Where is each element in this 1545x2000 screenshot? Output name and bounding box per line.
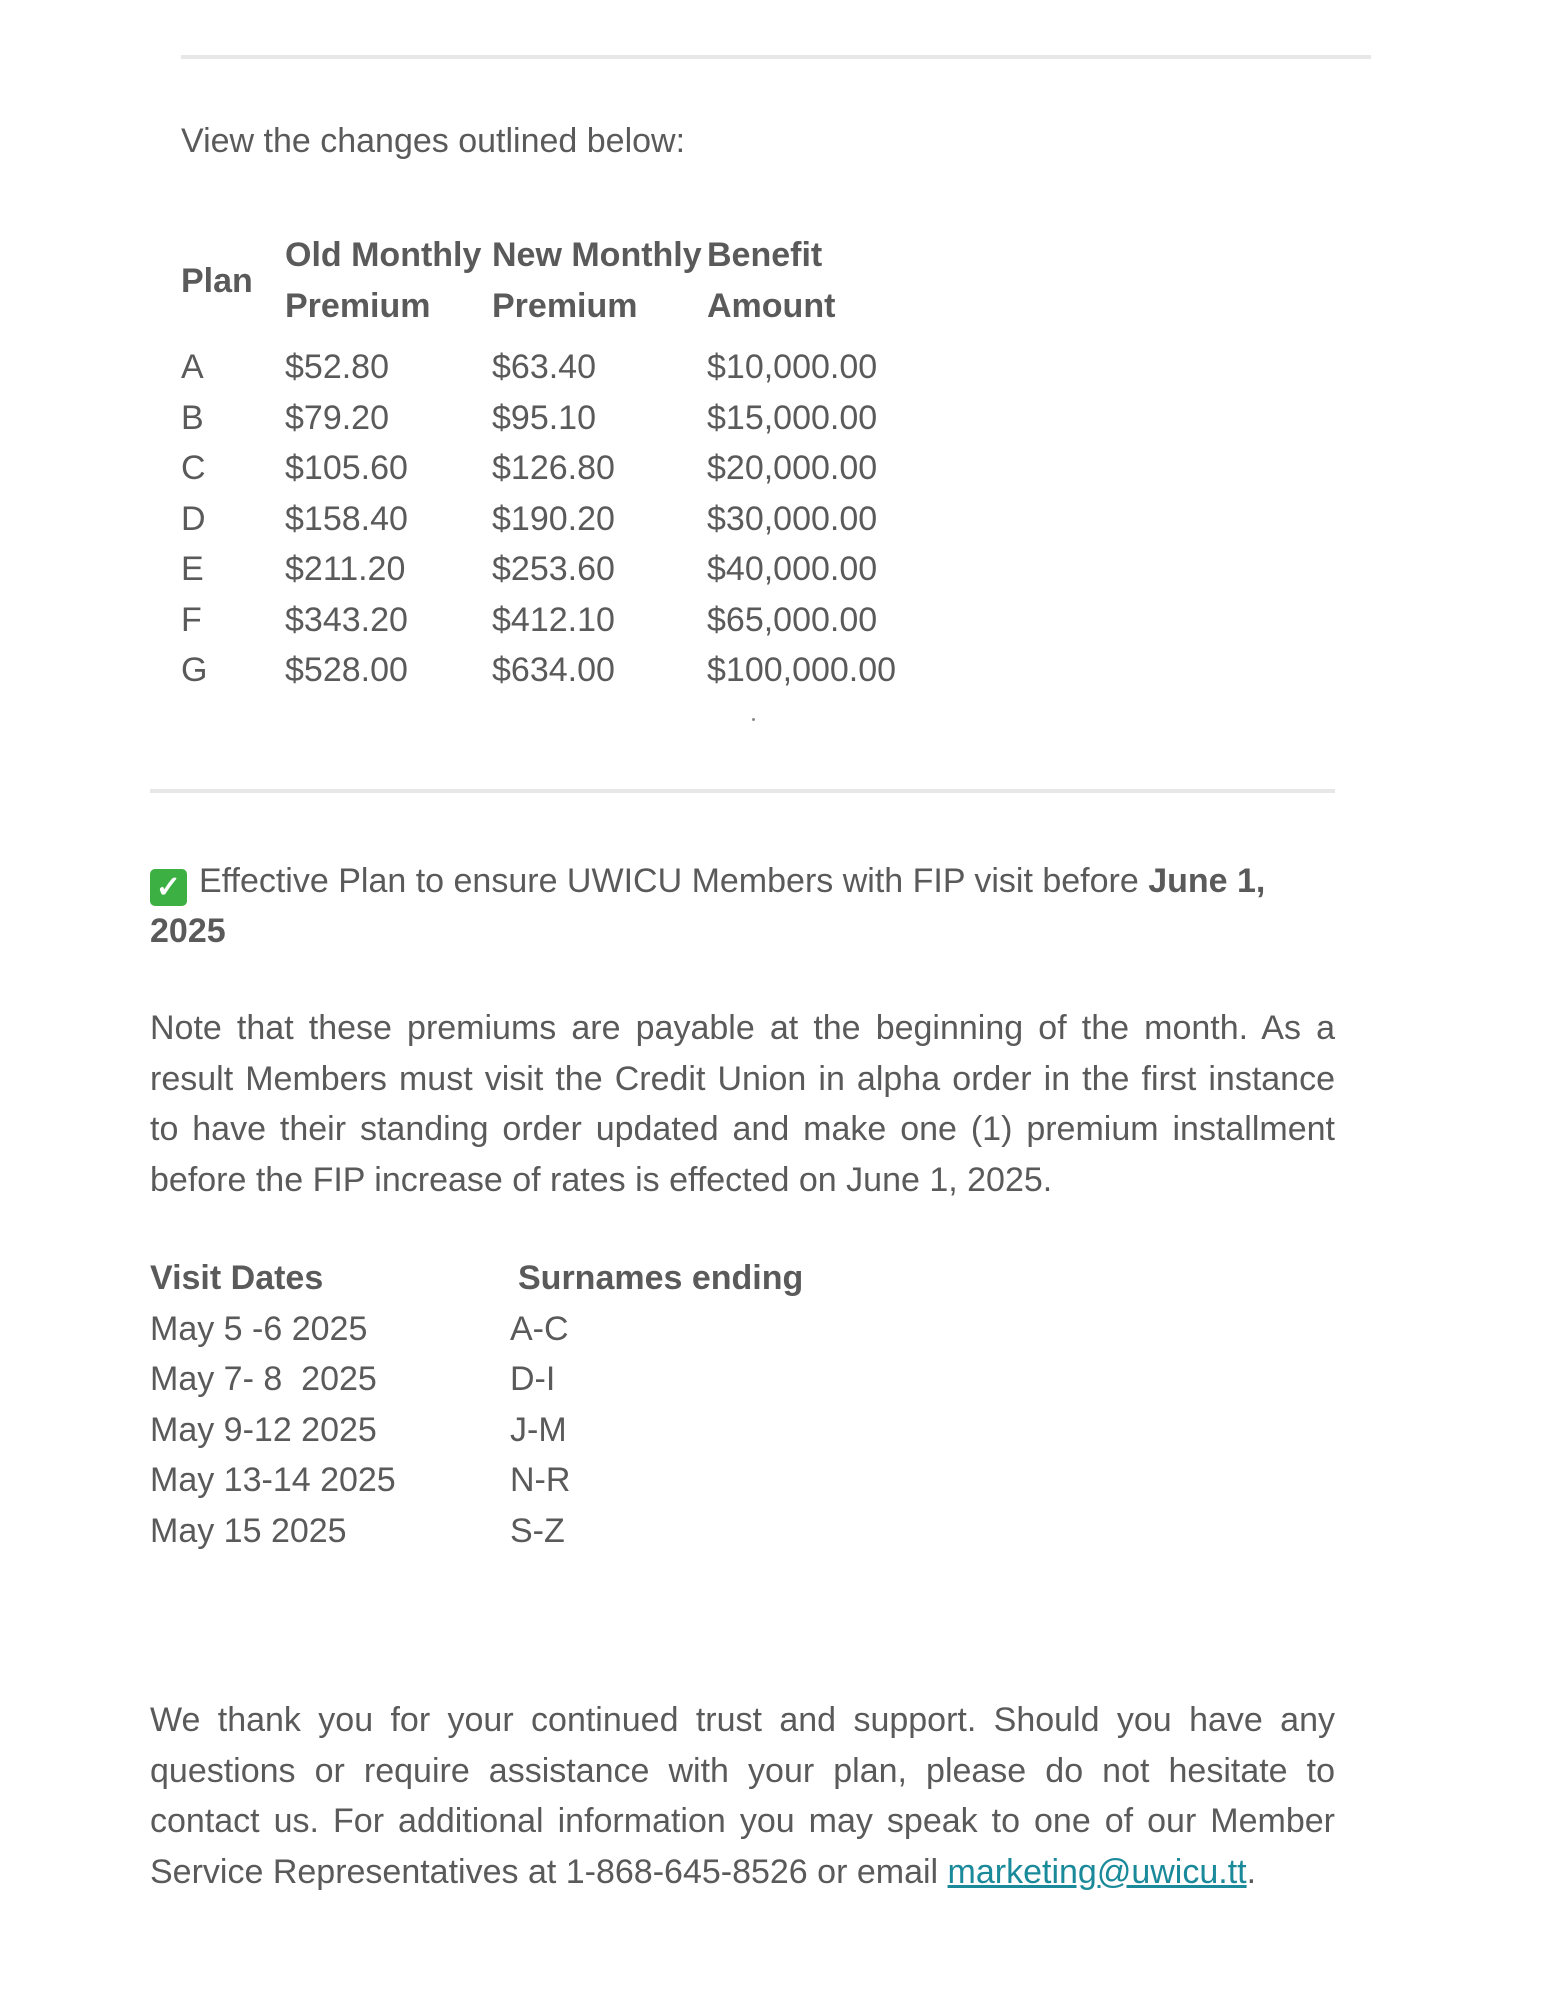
benefit-cell: $100,000.00 [707, 651, 897, 689]
visit-date: May 15 2025 [150, 1511, 347, 1550]
plan-table-header [181, 230, 957, 342]
table-row [181, 342, 957, 393]
closing-text: We thank you for your continued trust and support. Should you have any questions or require assistance with your plan, please do not hesitate to contact us. For additional information you may speak to one of our Member Service Representatives at 1-868-645-8526 or email [150, 1701, 1335, 1891]
old-premium-cell: $79.20 [285, 398, 389, 437]
effective-text: Effective Plan to ensure UWICU Members with FIP visit before [199, 862, 1149, 900]
plan-cell: C [181, 449, 206, 487]
header-old-premium: Old Monthly Premium [285, 236, 482, 325]
new-premium-cell: $190.20 [492, 499, 615, 538]
table-row [181, 443, 957, 494]
plan-table [181, 230, 957, 696]
closing-paragraph [150, 1695, 1335, 1897]
effective-date: June 1, 2025 [150, 862, 1266, 950]
old-premium-cell: $211.20 [285, 550, 406, 588]
old-premium-cell: $528.00 [285, 651, 408, 689]
benefit-cell: $10,000.00 [707, 348, 878, 386]
new-premium-cell: $126.80 [492, 449, 615, 487]
benefit-cell: $15,000.00 [707, 398, 878, 437]
surname-range: A-C [510, 1309, 569, 1348]
stray-dot [752, 718, 755, 721]
header-benefit-amount: Benefit Amount [707, 236, 836, 325]
old-premium-cell: $105.60 [285, 449, 408, 487]
header-surnames-ending: Surnames ending [518, 1259, 804, 1297]
new-premium-cell: $412.10 [492, 600, 615, 639]
new-premium-cell: $253.60 [492, 550, 615, 588]
email-link[interactable]: marketing@uwicu.tt [947, 1852, 1247, 1891]
check-mark-icon: ✓ [150, 869, 187, 906]
plan-cell: E [181, 550, 204, 588]
surname-range: D-I [510, 1360, 556, 1398]
visit-date: May 5 -6 2025 [150, 1309, 368, 1348]
table-row [181, 544, 957, 595]
surname-range: S-Z [510, 1511, 565, 1550]
benefit-cell: $40,000.00 [707, 550, 878, 588]
closing-period: . [1246, 1852, 1257, 1891]
header-new-premium: New Monthly Premium [492, 236, 702, 325]
plan-cell: A [181, 348, 204, 386]
new-premium-cell: $95.10 [492, 398, 596, 437]
old-premium-cell: $52.80 [285, 348, 389, 386]
benefit-cell: $20,000.00 [707, 449, 878, 487]
table-row [181, 645, 957, 696]
visit-date: May 7- 8 2025 [150, 1360, 377, 1398]
new-premium-cell: $63.40 [492, 348, 596, 386]
top-divider [181, 55, 1371, 59]
plan-cell: F [181, 600, 202, 639]
new-premium-cell: $634.00 [492, 651, 615, 689]
visit-date: May 13-14 2025 [150, 1461, 396, 1499]
section-divider [150, 789, 1335, 793]
benefit-cell: $65,000.00 [707, 600, 878, 639]
plan-cell: B [181, 398, 204, 437]
plan-cell: G [181, 651, 208, 689]
table-row [181, 595, 957, 646]
header-visit-dates: Visit Dates [150, 1259, 324, 1297]
benefit-cell: $30,000.00 [707, 499, 878, 538]
table-row [181, 494, 957, 545]
surname-range: J-M [510, 1410, 567, 1449]
note-paragraph: Note that these premiums are payable at the beginning of the month. As a result Members must visit the Credit Union in alpha order in the first instance to have their standing order updated and make one (1) premium installment before the FIP increase of rates is effected on June 1, 2025. [150, 1009, 1335, 1199]
surname-range: N-R [510, 1461, 571, 1499]
plan-cell: D [181, 499, 206, 538]
intro-text: View the changes outlined below: [181, 122, 686, 160]
visit-date: May 9-12 2025 [150, 1410, 377, 1449]
effective-date-line [150, 856, 1335, 956]
old-premium-cell: $343.20 [285, 600, 408, 639]
header-plan: Plan [181, 261, 253, 300]
table-row [181, 393, 957, 444]
old-premium-cell: $158.40 [285, 499, 408, 538]
